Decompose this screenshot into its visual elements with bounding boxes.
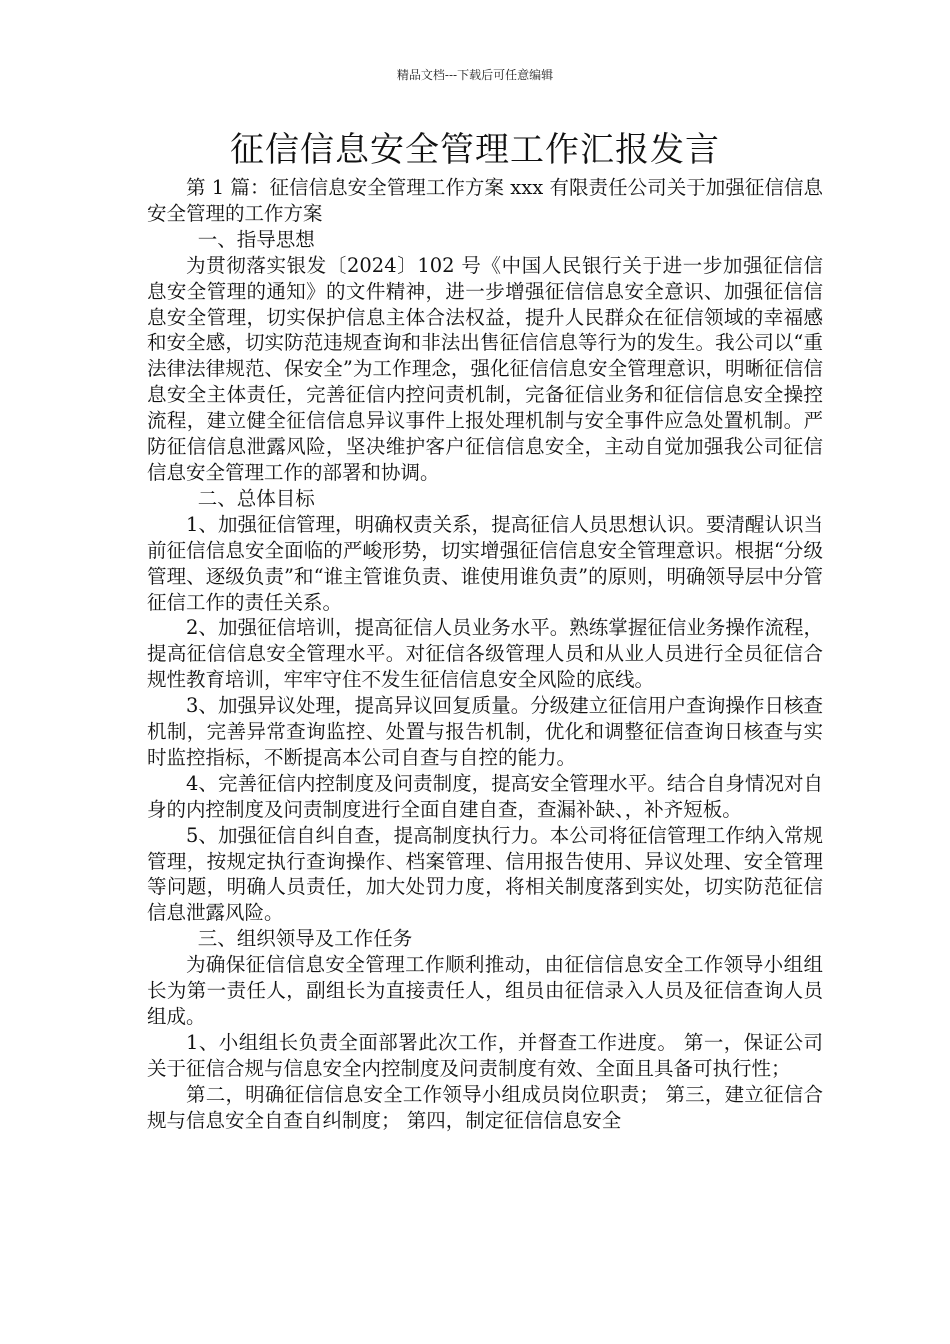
paragraph-goal-2: 2、加强征信培训，提高征信人员业务水平。熟练掌握征信业务操作流程，提高征信信息安全管理水平。对征信各级管理人员和从业人员进行全员征信合规性教育培训，牢牢守住不发生征信信息安全风险的底线。 — [147, 616, 823, 692]
paragraph-guiding-ideology: 为贯彻落实银发〔2024〕102 号《中国人民银行关于进一步加强征信信息安全管理的通知》的文件精神，进一步增强征信信息安全意识、加强征信信息安全管理，切实保护信息主体合法权益，提升人民群众在征信领域的幸福感和安全感，切实防范违规查询和非法出售征信信息等行为的发生。我公司以“重法律法律规范、保安全”为工作理念，强化征信信息安全管理意识，明晰征信信息安全主体责任，完善征信内控问责机制，完备征信业务和征信信息安全操控流程，建立健全征信信息异议事件上报处理机制与安全事件应急处置机制。严防征信信息泄露风险，坚决维护客户征信信息安全，主动自觉加强我公司征信信息安全管理工作的部署和协调。 — [147, 253, 823, 484]
header-note: 精品文档---下载后可任意编辑 — [396, 68, 554, 82]
paragraph-intro: 第 1 篇：征信信息安全管理工作方案 xxx 有限责任公司关于加强征信信息安全管理的工作方案 — [147, 176, 823, 225]
paragraph-goal-1: 1、加强征信管理，明确权责关系，提高征信人员思想认识。要清醒认识当前征信信息安全面临的严峻形势，切实增强征信信息安全管理意识。根据“分级管理、逐级负责”和“谁主管谁负责、谁使用谁负责”的原则，明确领导层中分管征信工作的责任关系。 — [147, 512, 823, 614]
paragraph-organization: 为确保征信信息安全管理工作顺利推动，由征信信息安全工作领导小组组长为第一责任人，副组长为直接责任人，组员由征信录入人员及征信查询人员组成。 — [147, 953, 823, 1028]
paragraph-task-2: 第二，明确征信信息安全工作领导小组成员岗位职责； 第三，建立征信合规与信息安全自查自纠制度； 第四，制定征信信息安全 — [147, 1082, 823, 1132]
section-heading-overall-goals: 二、总体目标 — [197, 486, 315, 510]
paragraph-goal-3: 3、加强异议处理，提高异议回复质量。分级建立征信用户查询操作日核查机制，完善异常查询监控、处置与报告机制，优化和调整征信查询日核查与实时监控指标，不断提高本公司自查与自控的能力。 — [147, 694, 823, 769]
section-heading-organization: 三、组织领导及工作任务 — [197, 927, 413, 951]
paragraph-task-1: 1、小组组长负责全面部署此次工作，并督查工作进度。 第一，保证公司关于征信合规与信息安全内控制度及问责制度有效、全面且具备可执行性； — [147, 1030, 823, 1080]
document-title: 征信信息安全管理工作汇报发言 — [230, 130, 720, 170]
section-heading-guiding-ideology: 一、指导思想 — [197, 227, 315, 251]
paragraph-goal-4: 4、完善征信内控制度及问责制度，提高安全管理水平。结合自身情况对自身的内控制度及问责制度进行全面自建自查，查漏补缺、，补齐短板。 — [147, 771, 823, 821]
document-body — [147, 175, 823, 1134]
paragraph-goal-5: 5、加强征信自纠自查，提高制度执行力。本公司将征信管理工作纳入常规管理，按规定执行查询操作、档案管理、信用报告使用、异议处理、安全管理等问题，明确人员责任，加大处罚力度，将相关制度落到实处，切实防范征信信息泄露风险。 — [147, 823, 823, 925]
